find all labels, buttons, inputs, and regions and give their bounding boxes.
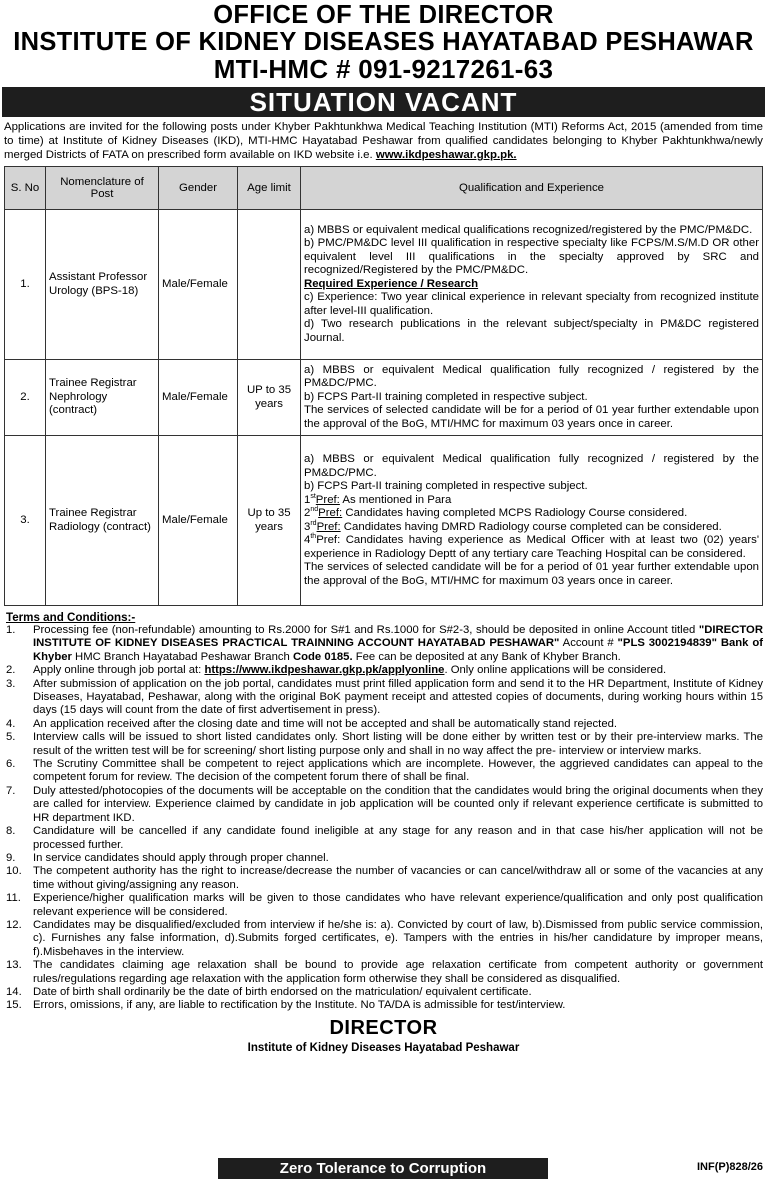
preference-line: 3rdPref: Candidates having DMRD Radiology course completed can be considered. <box>304 519 722 533</box>
list-item: 3. After submission of application on the job portal, candidates must print filled application form and send it to the HR Department, Institute of Kidney Diseases, Hayatabad, Peshawar, along with the original BoK payment receipt and attested copies of documents, during working hours within 15 days (15 days will count from the date of first advertisement in press). <box>6 677 763 717</box>
list-item: 2. Apply online through job portal at: https://www.ikdpeshawar.gkp.pk/applyonline. Only online applications will be considered. <box>6 664 667 677</box>
list-item: 6. The Scrutiny Committee shall be competent to reject applications which are incomplete. However, the aggrieved candidates can appeal to the competent forum for review. The decision of the competent forum there of shall be final. <box>6 758 763 784</box>
row-qualification <box>301 360 763 436</box>
row-post: Trainee Registrar Nephrology (contract) <box>46 360 159 436</box>
qualification-line: b) FCPS Part-II training completed in respective subject. <box>304 480 588 492</box>
row-sno: 2. <box>5 360 46 436</box>
qualification-line: c) Experience: Two year clinical experience in relevant specialty from recognized institute after level-III qualification. <box>304 291 759 317</box>
list-item: 4. An application received after the closing date and time will not be accepted and shall be automatically stand rejected. <box>6 717 618 730</box>
col-sno: S. No <box>5 167 46 210</box>
zero-tolerance-banner: Zero Tolerance to Corruption <box>218 1158 548 1179</box>
col-gender: Gender <box>159 167 238 210</box>
preference-line: 2ndPref: Candidates having completed MCPS Radiology Course considered. <box>304 506 688 519</box>
terms-title: Terms and Conditions:- <box>6 611 136 624</box>
preference-line: 4thPref: Candidates having experience as Medical Officer with at least two (02) years' experience in Radiology Deptt of any tertiary care Teaching Hospital can be considered. <box>304 533 759 560</box>
list-item: 8. Candidature will be cancelled if any candidate found ineligible at any stage for any reason and in that case his/her application will not be processed further. <box>6 825 763 851</box>
director-signature-title: DIRECTOR <box>329 1016 438 1039</box>
terms-list <box>0 624 763 1013</box>
qualification-line: a) MBBS or equivalent Medical qualification fully recognized / registered by the PM&DC/PMC. <box>304 363 759 390</box>
list-item: 12. Candidates may be disqualified/excluded from interview if he/she is: a). Convicted by court of law, b).Dismissed from public service commission, c). Furnishes any false information, d).Submits forged certificates, e). Tampers with the entries in his/her candidature by improper means, f).Misbehaves in the interview. <box>6 918 763 958</box>
list-item: 5. Interview calls will be issued to short listed candidates only. Short listing will be done either by written test or by their pre-interview marks. The result of the written test will be for screening/ short listing purpose only and shall in no way affect the pre- interview or interview marks. <box>6 731 763 757</box>
list-item: 1. Processing fee (non-refundable) amounting to Rs.2000 for S#1 and Rs.1000 for S#2-3, should be deposited in online Account titled "DIRECTOR INSTITUTE OF KIDNEY DISEASES PRACTICAL TRAINNING ACCOUNT HAYATABAD PESHAWAR" Account # "PLS 3002194839" Bank of Khyber HMC Branch Hayatabad Peshawar Branch Code 0185. Fee can be deposited at any Bank of Khyber Branch. <box>6 624 763 663</box>
qualification-line: b) FCPS Part-II training completed in respective subject. <box>304 390 588 403</box>
row-sno: 1. <box>5 210 46 360</box>
table-row <box>5 210 763 360</box>
list-item: 11. Experience/higher qualification marks will be given to those candidates who have relevant experience/qualification and only post qualification relevant experience will be considered. <box>6 892 763 918</box>
director-institute: Institute of Kidney Diseases Hayatabad Peshawar <box>247 1041 520 1054</box>
col-age: Age limit <box>238 167 301 210</box>
row-post: Trainee Registrar Radiology (contract) <box>46 436 159 606</box>
qualification-line: d) Two research publications in the relevant subject/specialty in PM&DC registered Journal. <box>304 318 759 344</box>
qualification-line: The services of selected candidate will be for a period of 01 year further extendable upon the approval of the BoG, MTI/HMC for maximum 03 years once in career. <box>304 404 759 430</box>
row-qualification <box>301 436 763 606</box>
intro-paragraph <box>4 120 763 162</box>
row-gender: Male/Female <box>159 360 238 436</box>
list-item: 13. The candidates claiming age relaxation shall be bound to provide age relaxation certificate from competent authority or government rules/regulations regarding age relaxation with the application form otherwise they shall be considered as disqualified. <box>6 959 763 985</box>
list-item: 7. Duly attested/photocopies of the documents will be acceptable on the condition that the candidates would bring the original documents when they are called for interview. Experience claimed by candidate in job application will be counted only if relevant experience certificate is submitted to HR department IKD. <box>6 784 763 824</box>
col-post: Nomenclature of Post <box>46 167 159 210</box>
row-qualification <box>301 210 763 360</box>
list-item: 14. Date of birth shall ordinarily be the date of birth endorsed on the matriculation/ equivalent certificate. <box>6 985 532 998</box>
col-qualification: Qualification and Experience <box>301 167 763 210</box>
preference-line: 1stPref: As mentioned in Para <box>304 492 452 506</box>
posts-table <box>4 166 763 606</box>
list-item: 9. In service candidates should apply through proper channel. <box>6 851 329 864</box>
list-item: 10. The competent authority has the right to increase/decrease the number of vacancies or can cancel/withdraw all or some of the vacancies at any time without giving/assigning any reason. <box>6 865 763 891</box>
row-post: Assistant Professor Urology (BPS-18) <box>46 210 159 360</box>
qualification-line: The services of selected candidate will be for a period of 01 year further extendable upon the approval of the BoG, MTI/HMC for maximum 03 years once in career. <box>304 561 759 587</box>
row-age: UP to 35 years <box>238 360 301 436</box>
table-row <box>5 436 763 606</box>
qualification-line: a) MBBS or equivalent Medical qualification fully recognized / registered by the PM&DC/PMC. <box>304 453 759 479</box>
phone-number: MTI-HMC # 091-9217261-63 <box>213 54 554 84</box>
account-title: "DIRECTOR INSTITUTE OF KIDNEY DISEASES PRACTICAL TRAINNING ACCOUNT HAYATABAD PESHAWAR" <box>33 624 763 650</box>
required-experience-heading: Required Experience / Research <box>304 277 479 290</box>
apply-online-link[interactable]: https://www.ikdpeshawar.gkp.pk/applyonline <box>204 664 445 677</box>
website-link[interactable]: www.ikdpeshawar.gkp.pk. <box>375 149 517 161</box>
qualification-line: b) PMC/PM&DC level III qualification in respective specialty like FCPS/M.S/M.D OR other equivalent level III qualifications in the specialty approved by SRC and recognized/Registered by the PMC/PM&DC. <box>304 237 759 277</box>
situation-vacant-banner: SITUATION VACANT <box>2 87 765 117</box>
row-gender: Male/Female <box>159 436 238 606</box>
qualification-line: a) MBBS or equivalent medical qualifications recognized/registered by the PMC/PM&DC. <box>304 223 753 236</box>
table-header-row <box>5 167 763 210</box>
reference-number: INF(P)828/26 <box>696 1161 763 1173</box>
footer <box>0 1158 767 1180</box>
row-gender: Male/Female <box>159 210 238 360</box>
list-item: 15. Errors, omissions, if any, are liable to rectification by the Institute. No TA/DA is admissible for test/interview. <box>6 999 566 1012</box>
account-number: "PLS 3002194839" Bank of Khyber <box>33 637 763 663</box>
intro-text: Applications are invited for the following posts under Khyber Pakhtunkhwa Medical Teaching Institution (MTI) Reforms Act, 2015 (amended from time to time) at Institute of Kidney Diseases (IKD), MTI-HMC Hayatabad Peshawar from qualified candidates belonging to Khyber Pakhtunkhwa/newly merged Districts of FATA on prescribed form available on IKD website i.e. <box>4 121 763 161</box>
row-age <box>238 210 301 360</box>
table-row <box>5 360 763 436</box>
branch-code: Code 0185. <box>292 650 353 663</box>
row-sno: 3. <box>5 436 46 606</box>
office-title: OFFICE OF THE DIRECTOR <box>213 1 554 29</box>
row-age: Up to 35 years <box>238 436 301 606</box>
institute-title: INSTITUTE OF KIDNEY DISEASES HAYATABAD PESHAWAR <box>13 28 754 56</box>
